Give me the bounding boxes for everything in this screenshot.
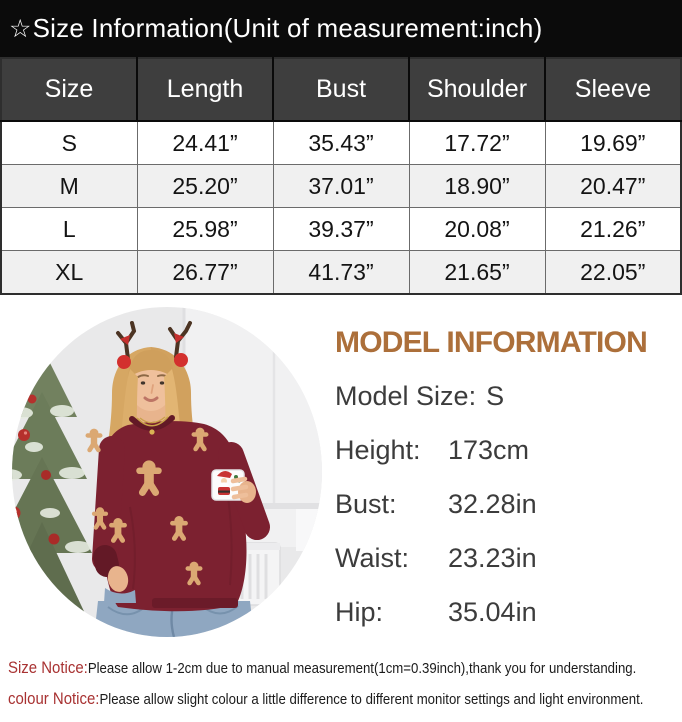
bust-value: 32.28in <box>448 489 537 519</box>
model-size-value: S <box>486 381 505 411</box>
size-notice <box>8 658 637 678</box>
model-photo-illustration <box>12 307 322 637</box>
size-notice-label: Size Notice: <box>8 658 88 677</box>
col-header-bust: Bust <box>273 58 409 121</box>
cell-size: M <box>1 165 137 208</box>
table-cell: 18.90” <box>409 165 545 208</box>
table-cell: 19.69” <box>545 121 681 165</box>
side-table <box>296 509 322 551</box>
colour-notice <box>8 689 644 709</box>
size-notice-text: Please allow 1-2cm due to manual measurement(1cm=0.39inch),thank you for understanding. <box>87 660 637 677</box>
notices <box>8 658 682 720</box>
table-cell: 26.77” <box>137 251 273 295</box>
table-cell: 24.41” <box>137 121 273 165</box>
size-table <box>0 57 682 295</box>
waist-value: 23.23in <box>448 543 537 573</box>
height-label: Height: <box>335 435 421 465</box>
table-row-s <box>1 121 681 165</box>
page-title: Size Information(Unit of measurement:inch) <box>32 13 543 43</box>
colour-notice-label: colour Notice: <box>8 689 100 708</box>
table-cell: 20.47” <box>545 165 681 208</box>
table-cell: 35.43” <box>273 121 409 165</box>
cell-size: S <box>1 121 137 165</box>
table-cell: 22.05” <box>545 251 681 295</box>
table-row-xl <box>1 251 681 295</box>
cell-size: L <box>1 208 137 251</box>
table-cell: 41.73” <box>273 251 409 295</box>
hip-value: 35.04in <box>448 597 537 627</box>
table-cell: 39.37” <box>273 208 409 251</box>
star-icon: ☆ <box>9 14 32 43</box>
col-header-length: Length <box>137 58 273 121</box>
table-cell: 37.01” <box>273 165 409 208</box>
colour-notice-text: Please allow slight colour a little difference to different monitor settings and light environment. <box>99 691 644 708</box>
waist-label: Waist: <box>335 543 409 573</box>
model-size-label: Model Size: <box>335 381 477 411</box>
table-cell: 20.08” <box>409 208 545 251</box>
height-value: 173cm <box>448 435 530 465</box>
model-info-row <box>335 597 680 626</box>
model-photo <box>12 307 322 637</box>
model-info-row <box>335 381 680 410</box>
table-cell: 25.20” <box>137 165 273 208</box>
model-info-row <box>335 435 680 464</box>
hip-label: Hip: <box>335 597 384 627</box>
table-cell: 21.65” <box>409 251 545 295</box>
table-row-m <box>1 165 681 208</box>
table-cell: 25.98” <box>137 208 273 251</box>
bust-label: Bust: <box>335 489 397 519</box>
table-row-l <box>1 208 681 251</box>
table-cell: 21.26” <box>545 208 681 251</box>
col-header-shoulder: Shoulder <box>409 58 545 121</box>
table-header-row <box>1 58 681 121</box>
model-information <box>335 326 680 651</box>
model-info-row <box>335 489 680 518</box>
model-info-row <box>335 543 680 572</box>
table-cell: 17.72” <box>409 121 545 165</box>
title-bar <box>0 0 682 57</box>
col-header-size: Size <box>1 58 137 121</box>
cell-size: XL <box>1 251 137 295</box>
model-info-heading: MODEL INFORMATION <box>335 326 647 359</box>
col-header-sleeve: Sleeve <box>545 58 681 121</box>
